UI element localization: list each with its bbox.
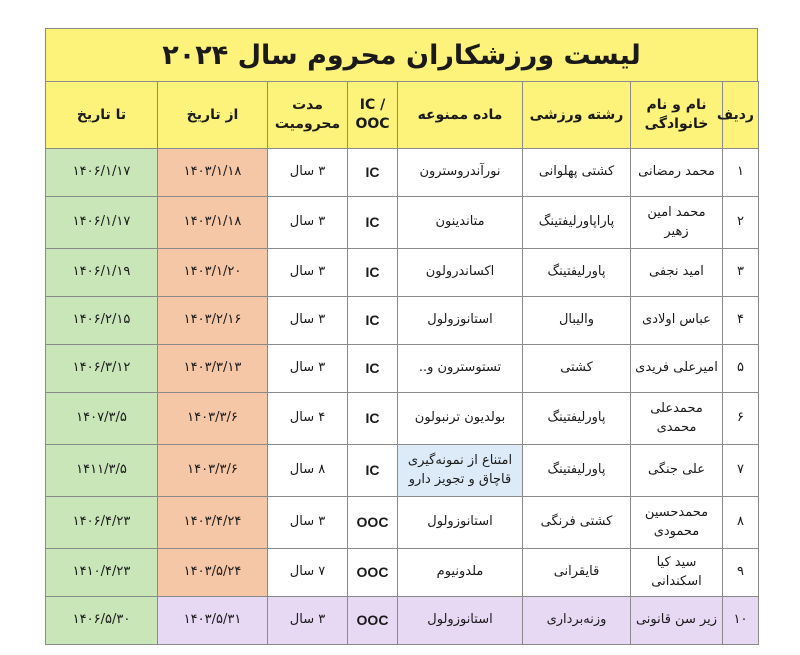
cell-test-type: IC <box>348 445 398 497</box>
cell-sport: کشتی فرنگی <box>523 497 631 549</box>
cell-rank: ۳ <box>723 249 759 297</box>
cell-test-type: IC <box>348 297 398 345</box>
cell-substance: امتناع از نمونه‌گیری قاچاق و تجویز دارو <box>398 445 523 497</box>
cell-rank: ۲ <box>723 197 759 249</box>
cell-duration: ۳ سال <box>268 497 348 549</box>
header-rank: ردیف <box>723 82 759 149</box>
cell-substance: اکساندرولون <box>398 249 523 297</box>
table-body <box>46 149 759 645</box>
cell-rank: ۱۰ <box>723 597 759 645</box>
cell-test-type: IC <box>348 249 398 297</box>
cell-rank: ۹ <box>723 549 759 597</box>
cell-substance: بولدیون ترنبولون <box>398 393 523 445</box>
table-row <box>46 249 759 297</box>
cell-from-date: ۱۴۰۳/۳/۶ <box>158 393 268 445</box>
cell-substance: استانوزولول <box>398 597 523 645</box>
header-to-date: تا تاریخ <box>46 82 158 149</box>
table-row <box>46 445 759 497</box>
cell-rank: ۴ <box>723 297 759 345</box>
cell-from-date: ۱۴۰۳/۳/۱۳ <box>158 345 268 393</box>
page-title: لیست ورزشکاران محروم سال ۲۰۲۴ <box>45 28 758 81</box>
cell-name: محمدعلی محمدی <box>631 393 723 445</box>
cell-to-date: ۱۴۱۱/۳/۵ <box>46 445 158 497</box>
header-from-date: از تاریخ <box>158 82 268 149</box>
table-row <box>46 549 759 597</box>
cell-to-date: ۱۴۰۶/۴/۲۳ <box>46 497 158 549</box>
table-row <box>46 197 759 249</box>
cell-name: سید کیا اسکندانی <box>631 549 723 597</box>
header-name: نام و نام خانوادگی <box>631 82 723 149</box>
cell-from-date: ۱۴۰۳/۱/۱۸ <box>158 149 268 197</box>
cell-name: محمد امین زهیر <box>631 197 723 249</box>
cell-duration: ۸ سال <box>268 445 348 497</box>
cell-substance: ملدونیوم <box>398 549 523 597</box>
cell-test-type: IC <box>348 197 398 249</box>
cell-duration: ۳ سال <box>268 149 348 197</box>
cell-test-type: IC <box>348 149 398 197</box>
cell-duration: ۴ سال <box>268 393 348 445</box>
cell-from-date: ۱۴۰۳/۳/۶ <box>158 445 268 497</box>
cell-rank: ۱ <box>723 149 759 197</box>
cell-duration: ۳ سال <box>268 249 348 297</box>
cell-from-date: ۱۴۰۳/۱/۱۸ <box>158 197 268 249</box>
cell-name: عباس اولادی <box>631 297 723 345</box>
cell-rank: ۵ <box>723 345 759 393</box>
cell-name: محمدحسین محمودی <box>631 497 723 549</box>
header-substance: ماده ممنوعه <box>398 82 523 149</box>
cell-substance: متاندینون <box>398 197 523 249</box>
cell-from-date: ۱۴۰۳/۵/۲۴ <box>158 549 268 597</box>
sanctions-sheet <box>45 28 758 645</box>
cell-from-date: ۱۴۰۳/۲/۱۶ <box>158 297 268 345</box>
cell-to-date: ۱۴۰۶/۱/۱۷ <box>46 197 158 249</box>
cell-from-date: ۱۴۰۳/۱/۲۰ <box>158 249 268 297</box>
cell-name: امید نجفی <box>631 249 723 297</box>
cell-to-date: ۱۴۰۷/۳/۵ <box>46 393 158 445</box>
table-row <box>46 393 759 445</box>
cell-sport: پاورلیفتینگ <box>523 393 631 445</box>
cell-sport: پاورلیفتینگ <box>523 249 631 297</box>
table-row <box>46 497 759 549</box>
cell-test-type: IC <box>348 393 398 445</box>
cell-name: محمد رمضانی <box>631 149 723 197</box>
cell-name: زیر سن قانونی <box>631 597 723 645</box>
cell-rank: ۸ <box>723 497 759 549</box>
cell-duration: ۳ سال <box>268 297 348 345</box>
cell-test-type: OOC <box>348 549 398 597</box>
cell-sport: وزنه‌برداری <box>523 597 631 645</box>
header-type: IC / OOC <box>348 82 398 149</box>
cell-sport: قایقرانی <box>523 549 631 597</box>
cell-test-type: OOC <box>348 497 398 549</box>
cell-test-type: OOC <box>348 597 398 645</box>
cell-sport: والیبال <box>523 297 631 345</box>
cell-sport: پاورلیفتینگ <box>523 445 631 497</box>
cell-substance: نورآندروسترون <box>398 149 523 197</box>
cell-substance: تستوسترون و.. <box>398 345 523 393</box>
cell-duration: ۳ سال <box>268 197 348 249</box>
sanctions-table <box>45 81 759 645</box>
cell-to-date: ۱۴۰۶/۵/۳۰ <box>46 597 158 645</box>
table-row <box>46 345 759 393</box>
table-row <box>46 149 759 197</box>
cell-rank: ۶ <box>723 393 759 445</box>
cell-duration: ۳ سال <box>268 345 348 393</box>
cell-duration: ۳ سال <box>268 597 348 645</box>
cell-test-type: IC <box>348 345 398 393</box>
cell-substance: استانوزولول <box>398 497 523 549</box>
header-duration: مدت محرومیت <box>268 82 348 149</box>
cell-to-date: ۱۴۰۶/۳/۱۲ <box>46 345 158 393</box>
cell-duration: ۷ سال <box>268 549 348 597</box>
header-sport: رشته ورزشی <box>523 82 631 149</box>
table-row <box>46 297 759 345</box>
cell-to-date: ۱۴۰۶/۱/۱۷ <box>46 149 158 197</box>
cell-to-date: ۱۴۰۶/۱/۱۹ <box>46 249 158 297</box>
cell-sport: پاراپاورلیفتینگ <box>523 197 631 249</box>
cell-name: علی جنگی <box>631 445 723 497</box>
cell-sport: کشتی پهلوانی <box>523 149 631 197</box>
cell-from-date: ۱۴۰۳/۴/۲۴ <box>158 497 268 549</box>
table-row <box>46 597 759 645</box>
cell-rank: ۷ <box>723 445 759 497</box>
cell-to-date: ۱۴۱۰/۴/۲۳ <box>46 549 158 597</box>
cell-substance: استانوزولول <box>398 297 523 345</box>
cell-name: امیرعلی فریدی <box>631 345 723 393</box>
cell-to-date: ۱۴۰۶/۲/۱۵ <box>46 297 158 345</box>
cell-sport: کشتی <box>523 345 631 393</box>
table-header-row <box>46 82 759 149</box>
cell-from-date: ۱۴۰۳/۵/۳۱ <box>158 597 268 645</box>
